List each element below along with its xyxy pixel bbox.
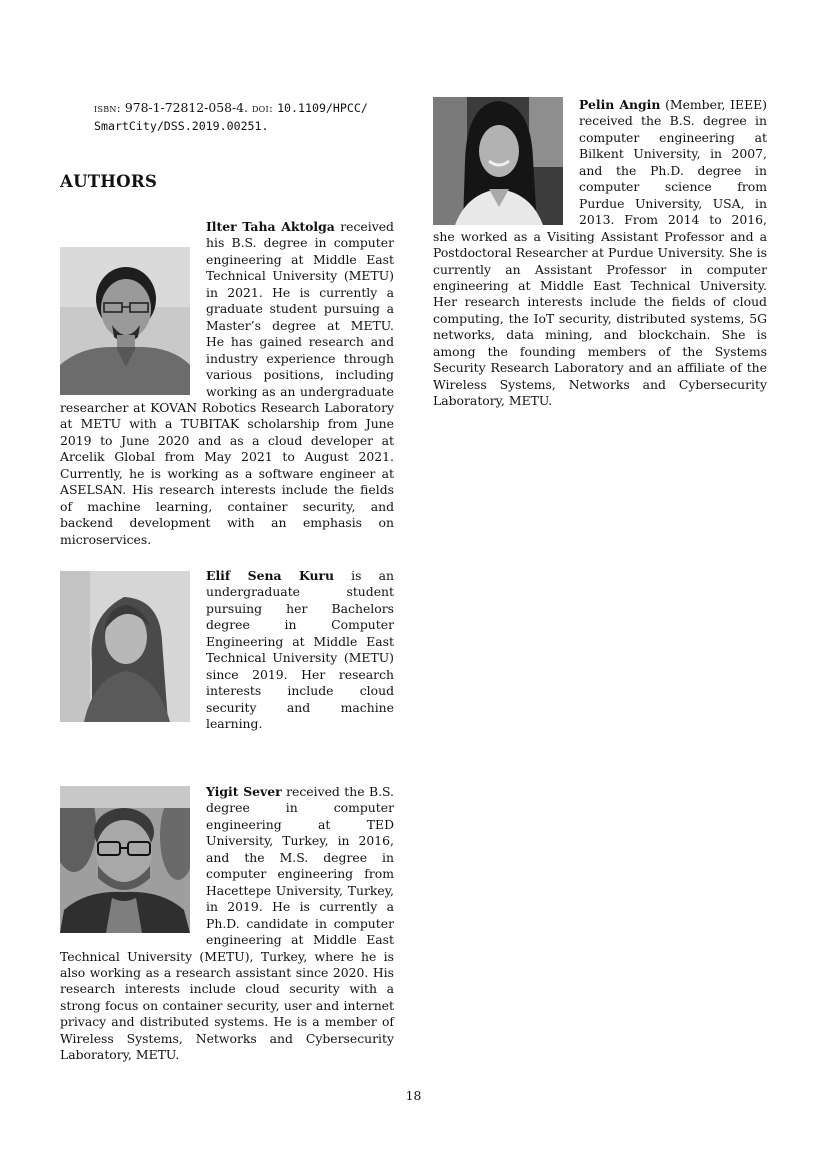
author-bio-angin: [433, 97, 767, 410]
doi-label: doi:: [251, 101, 274, 115]
author-bio-text: received his B.S. degree in computer engineering at Middle East Technical University (METU) in 2021. He is currently a graduate student pursuing a Master’s degree at METU. He has gained research and industry experience through various positions, including working as an undergraduate researcher at KOVAN Robotics Research Laboratory at METU with a TUBITAK scholarship from June 2019 to June 2020 and as a cloud developer at Arcelik Global from May 2021 to August 2021. Currently, he is working as a software engineer at ASELSAN. His research interests include the fields of machine learning, container security, and backend development with an emphasis on microservices.: [60, 219, 394, 547]
author-name: Ilter Taha Aktolga: [206, 219, 335, 234]
section-title: AUTHORS: [60, 171, 158, 191]
author-name: Pelin Angin: [579, 97, 661, 112]
author-bio-sever: [60, 784, 394, 1064]
isbn-label: isbn:: [94, 101, 121, 115]
author-photo-kuru: [60, 571, 190, 722]
page-number: 18: [405, 1088, 422, 1103]
author-bio-kuru: [60, 568, 394, 733]
author-photo-aktolga: [60, 247, 190, 395]
doi-value-line2[interactable]: SmartCity/DSS.2019.00251.: [94, 119, 269, 133]
doi-value-line1[interactable]: 10.1109/HPCC/: [277, 101, 368, 115]
author-bio-text: (Member, IEEE) received the B.S. degree in computer engineering at Bilkent University, in 2007, and the Ph.D. degree in computer science from Purdue University, USA, in 2013. From 2014 to 2016, she worked as a Visiting Assistant Professor and a Postdoctoral Researcher at Purdue University. She is currently an Assistant Professor in computer engineering at Middle East Technical University. Her research interests include the fields of cloud computing, the IoT security, distributed systems, 5G networks, data mining, and blockchain. She is among the founding members of the Systems Security Research Laboratory and an affiliate of the Wireless Systems, Networks and Cybersecurity Laboratory, METU.: [433, 97, 768, 409]
author-bio-aktolga: [60, 219, 394, 548]
author-bio-text: received the B.S. degree in computer engineering at TED University, Turkey, in 2016, and the M.S. degree in computer engineering from Hacettepe University, Turkey, in 2019. He is currently a Ph.D. candidate in computer engineering at Middle East Technical University (METU), Turkey, where he is also working as a research assistant since 2020. His research interests include cloud security with a strong focus on container security, user and internet privacy and distributed systems. He is a member of Wireless Systems, Networks and Cybersecurity Laboratory, METU.: [60, 784, 394, 1063]
author-bio-text: is an undergraduate student pursuing her Bachelors degree in Computer Engineering at Middle East Technical University (METU) since 2019. Her research interests include cloud security and machine learning.: [206, 568, 394, 732]
author-name: Elif Sena Kuru: [206, 568, 335, 583]
reference-entry-tail: [94, 99, 399, 135]
author-name: Yigit Sever: [206, 784, 282, 799]
isbn-value: 978-1-72812-058-4.: [124, 100, 248, 115]
author-photo-sever: [60, 786, 190, 933]
author-photo-angin: [433, 97, 563, 225]
